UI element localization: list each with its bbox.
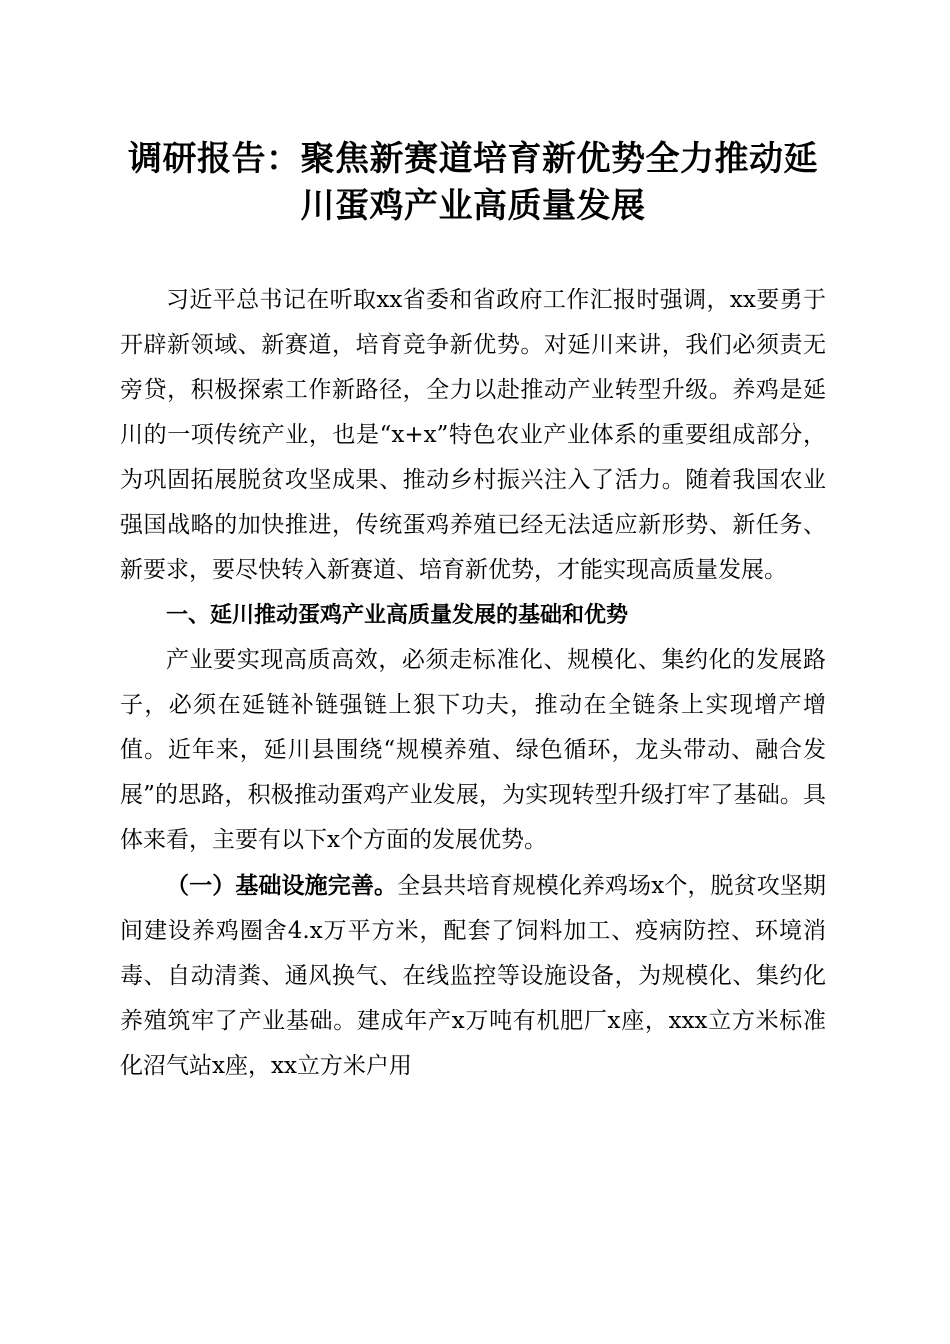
paragraph-intro: 习近平总书记在听取xx省委和省政府工作汇报时强调，xx要勇于开辟新领域、新赛道，培育竞争新优势。对延川来讲，我们必须责无旁贷，积极探索工作新路径，全力以赴推动产业转型升级。养鸡是延川的一项传统产业，也是“x+x”特色农业产业体系的重要组成部分，为巩固拓展脱贫攻坚成果、推动乡村振兴注入了活力。随着我国农业强国战略的加快推进，传统蛋鸡养殖已经无法适应新形势、新任务、新要求，要尽快转入新赛道、培育新优势，才能实现高质量发展。 — [120, 287, 826, 583]
section-heading-1: 一、延川推动蛋鸡产业高质量发展的基础和优势 — [166, 603, 629, 628]
title-line-1: 调研报告：聚焦新赛道培育新优势全力推动延 — [128, 139, 818, 179]
document-body — [120, 278, 826, 1089]
document-title — [118, 136, 828, 230]
paragraph-infrastructure — [120, 863, 826, 1089]
paragraph-foundation: 产业要实现高质高效，必须走标准化、规模化、集约化的发展路子，必须在延链补链强链上狠下功夫，推动在全链条上实现增产增值。近年来，延川县围绕“规模养殖、绿色循环，龙头带动、融合发展”的思路，积极推动蛋鸡产业发展，为实现转型升级打牢了基础。具体来看，主要有以下x个方面的发展优势。 — [120, 647, 826, 853]
title-line-2: 川蛋鸡产业高质量发展 — [300, 186, 646, 226]
subsection-lead-1: （一）基础设施完善。 — [166, 872, 398, 899]
subsection-text-1: 全县共培育规模化养鸡场x个，脱贫攻坚期间建设养鸡圈舍4.x万平方米，配套了饲料加工、疫病防控、环境消毒、自动清粪、通风换气、在线监控等设施设备，为规模化、集约化养殖筑牢了产业基础。建成年产x万吨有机肥厂x座，xxx立方米标准化沼气站x座，xx立方米户用 — [120, 873, 826, 1079]
